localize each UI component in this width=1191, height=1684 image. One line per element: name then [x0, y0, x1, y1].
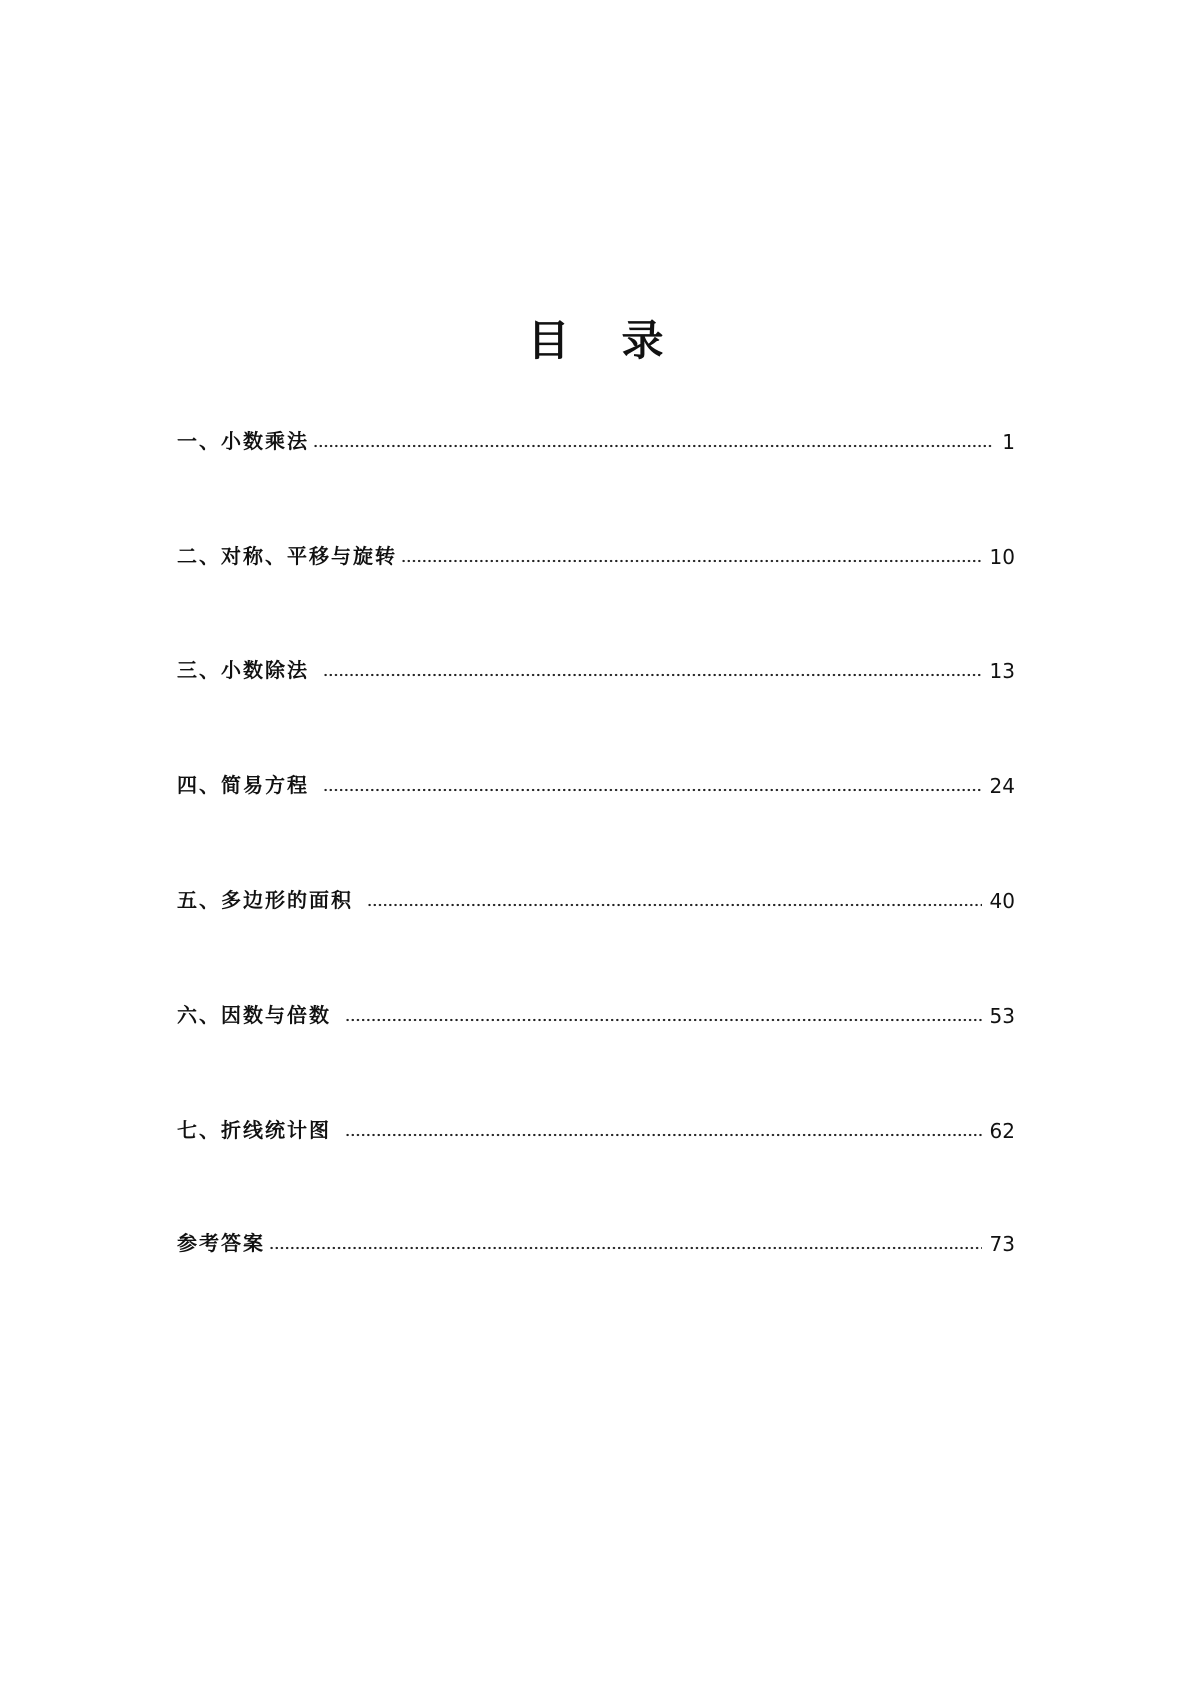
title-char: 录	[621, 316, 716, 365]
dot-leader	[345, 1018, 982, 1022]
toc-entry-label: 一、小数乘法	[177, 429, 309, 453]
dot-leader	[323, 788, 982, 792]
dot-leader	[313, 444, 994, 448]
toc-entry-label: 三、小数除法	[177, 658, 309, 682]
toc-entry[interactable]	[177, 657, 1015, 683]
toc-entry-label: 四、简易方程	[177, 773, 309, 797]
toc-entry-page: 73	[989, 1232, 1015, 1256]
toc-entry[interactable]	[177, 772, 1015, 798]
toc-entry-page: 13	[989, 659, 1015, 683]
toc-entry-page: 24	[989, 774, 1015, 798]
toc-entry[interactable]	[177, 887, 1015, 913]
title-char: 目	[527, 316, 622, 365]
toc-entry[interactable]	[177, 1002, 1015, 1028]
toc-entry-label: 六、因数与倍数	[177, 1003, 331, 1027]
toc-entry-page: 62	[989, 1119, 1015, 1143]
toc-entry[interactable]	[177, 543, 1015, 569]
toc-entry-label: 二、对称、平移与旋转	[177, 544, 397, 568]
dot-leader	[269, 1246, 982, 1250]
toc-entry[interactable]	[177, 1230, 1015, 1256]
toc-entry[interactable]	[177, 428, 1015, 454]
dot-leader	[367, 903, 982, 907]
dot-leader	[401, 559, 982, 563]
toc-entry[interactable]	[177, 1117, 1015, 1143]
toc-entry-label: 五、多边形的面积	[177, 888, 353, 912]
toc-entry-label: 参考答案	[177, 1231, 265, 1255]
toc-entry-label: 七、折线统计图	[177, 1118, 331, 1142]
toc-entry-page: 53	[989, 1004, 1015, 1028]
dot-leader	[345, 1133, 982, 1137]
dot-leader	[323, 673, 982, 677]
toc-entry-page: 1	[1002, 430, 1015, 454]
page-title	[0, 308, 1191, 368]
toc-entry-page: 10	[989, 545, 1015, 569]
toc-entry-page: 40	[989, 889, 1015, 913]
